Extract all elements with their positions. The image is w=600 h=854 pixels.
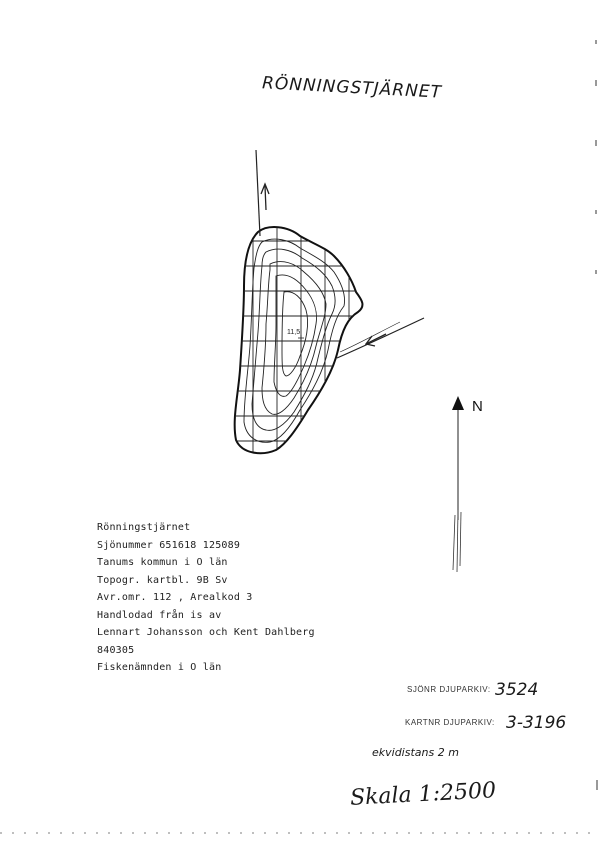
info-line-map-sheet: Topogr. kartbl. 9B Sv bbox=[97, 574, 228, 586]
info-line-survey-method: Handlodad från is av bbox=[97, 609, 222, 621]
info-line-drainage-area: Avr.omr. 112 , Arealkod 3 bbox=[97, 592, 253, 603]
lake-archive-number: 3524 bbox=[495, 680, 539, 700]
map-scale: Skala 1:2500 bbox=[349, 778, 497, 811]
north-label: N bbox=[472, 398, 483, 415]
depth-label: 11,5 bbox=[287, 329, 301, 336]
outlet-arrow bbox=[261, 184, 269, 210]
lake-archive-stamp-label: SJÖNR DJUPARKIV: bbox=[407, 685, 491, 694]
handwritten-title: RÖNNINGSTJÄRNET bbox=[261, 73, 443, 103]
edge-marks bbox=[596, 40, 597, 790]
outlet-stream bbox=[256, 150, 260, 236]
info-line-surveyors: Lennart Johansson och Kent Dahlberg bbox=[97, 627, 315, 638]
map-archive-stamp-label: KARTNR DJUPARKIV: bbox=[405, 718, 495, 727]
info-line-authority: Fiskenämnden i O län bbox=[97, 662, 222, 673]
north-arrow bbox=[452, 396, 464, 572]
info-line-lake-number: Sjönummer 651618 125089 bbox=[97, 539, 241, 551]
info-line-lake-name: Rönningstjärnet bbox=[97, 522, 191, 533]
info-line-municipality: Tanums kommun i O län bbox=[97, 557, 228, 568]
contour-interval: ekvidistans 2 m bbox=[372, 746, 459, 759]
lake-info-block bbox=[97, 522, 315, 680]
inlet-stream-bank bbox=[340, 322, 400, 352]
map-archive-number: 3-3196 bbox=[506, 713, 567, 733]
inlet-stream bbox=[337, 318, 424, 358]
info-line-date: 840305 bbox=[97, 644, 135, 656]
